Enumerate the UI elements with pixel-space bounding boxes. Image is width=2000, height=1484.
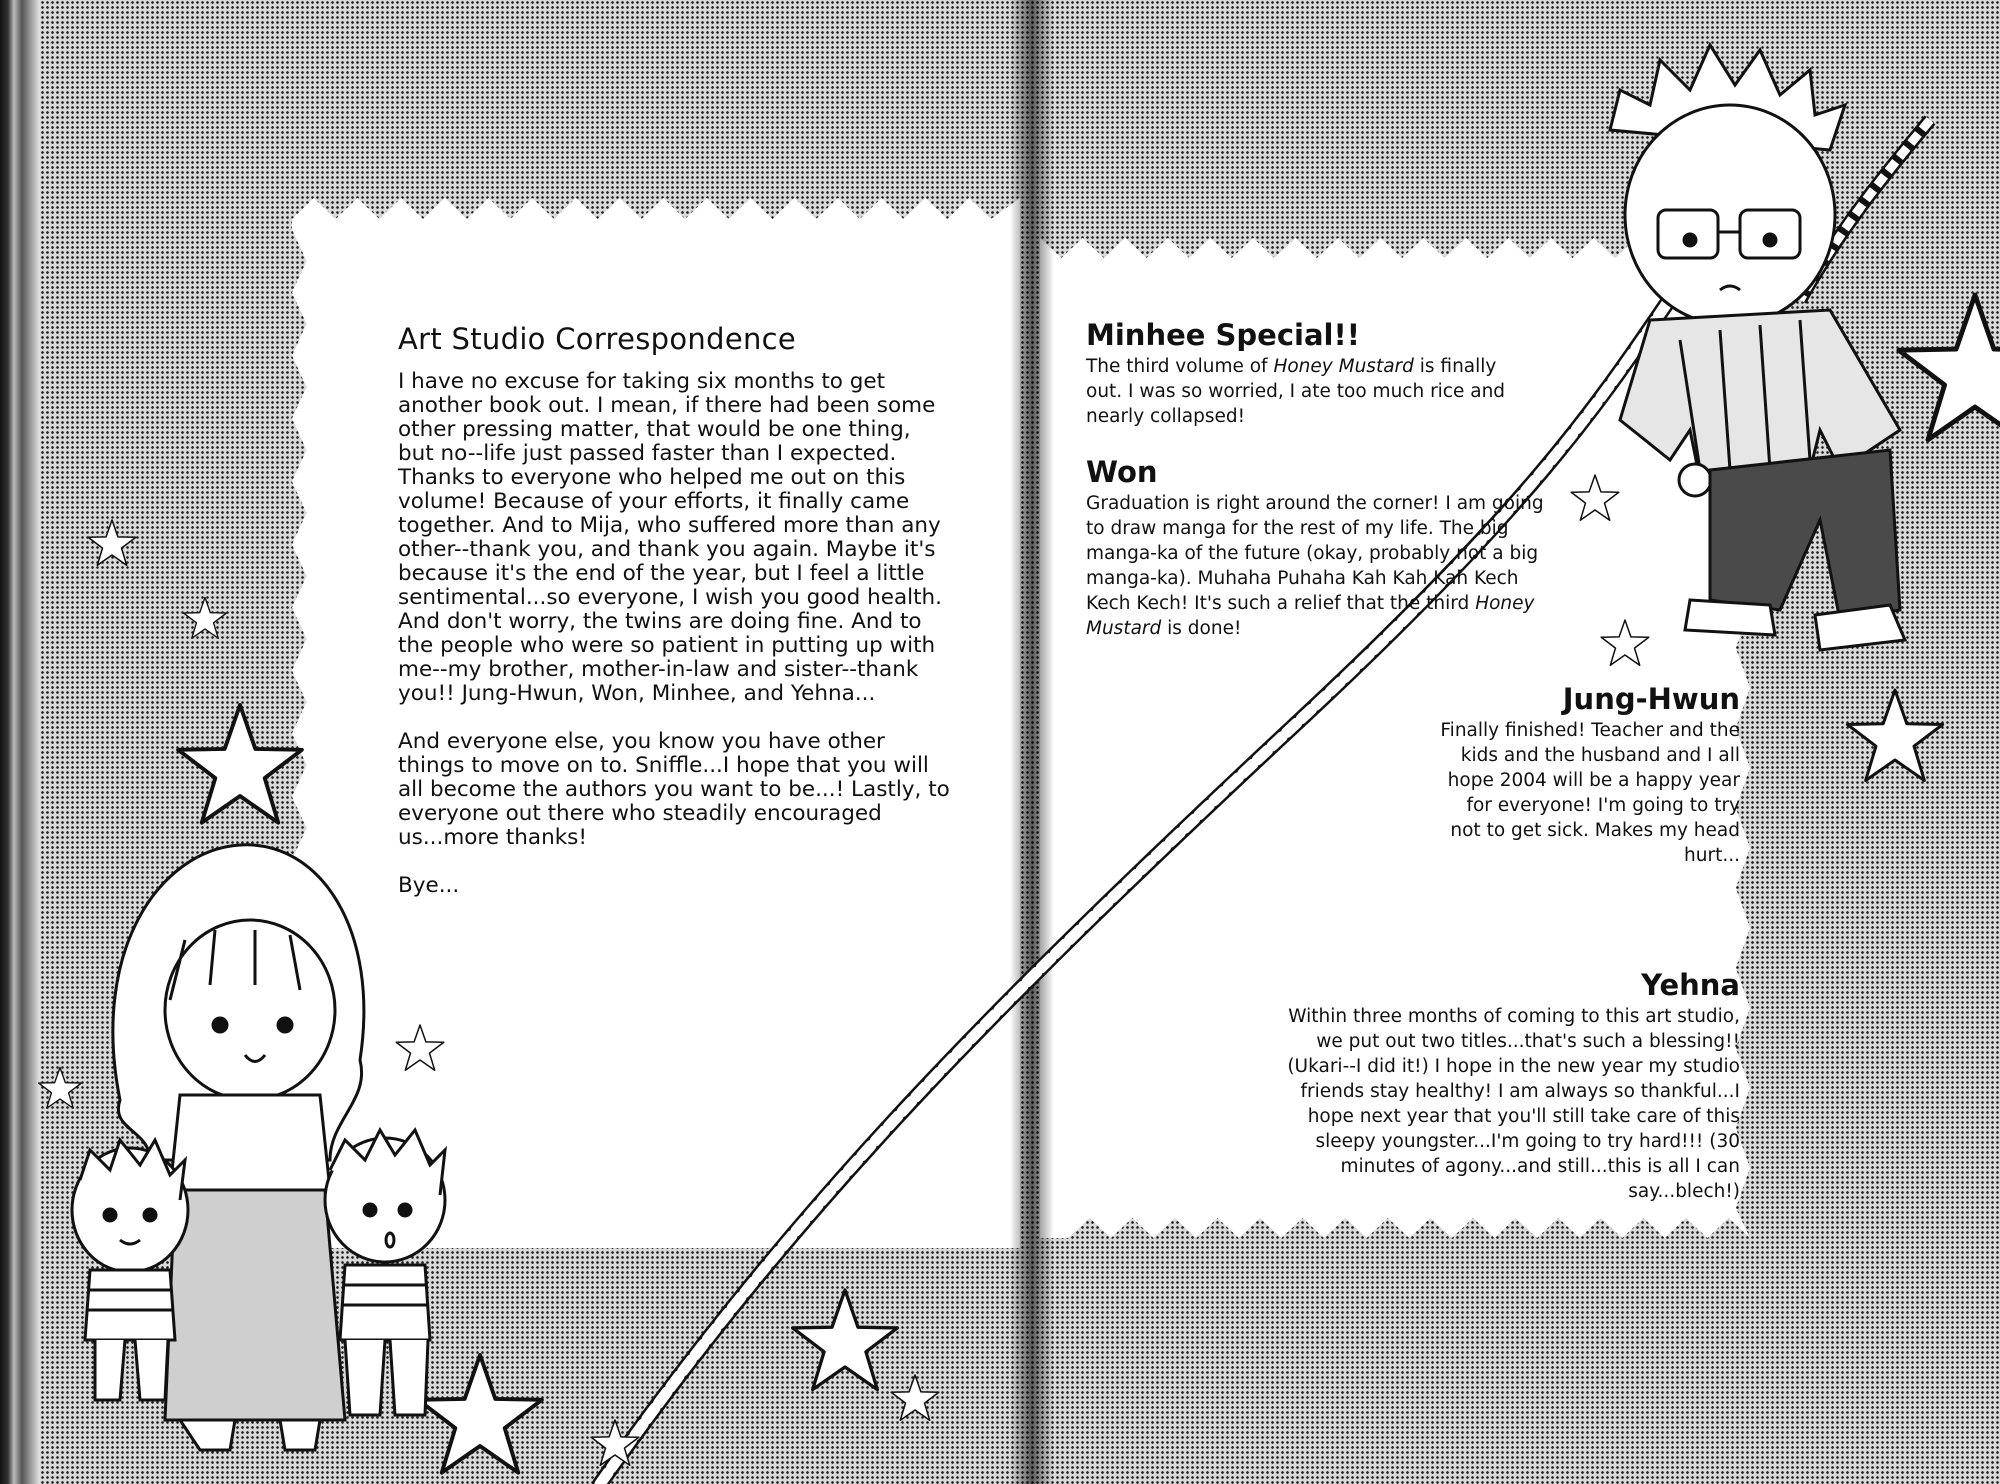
- note-text-part: Graduation is right around the corner! I am going to draw manga for the rest of my life. The big manga-ka of the future (okay, probably not a big manga-ka). Muhaha Puhaha Kah Kah Kah Kech Kech Kech! It's such a relief that the third: [1086, 493, 1544, 614]
- won-note: [1086, 455, 1566, 641]
- note-text: Finally finished! Teacher and the kids and the husband and I all hope 2004 will be a happy year for everyone! I'm going to try not to get sick. Makes my head hurt...: [1440, 720, 1740, 866]
- letter-paragraph: And everyone else, you know you have other things to move on to. Sniffle...I hope that you will all become the authors you want to be...! Lastly, to everyone out there who steadily encouraged us...more thanks!: [398, 729, 950, 850]
- page-title: Art Studio Correspondence: [398, 322, 797, 356]
- note-text: [1086, 354, 1516, 429]
- letter-signoff: Bye...: [398, 873, 460, 898]
- note-author-name: Won: [1086, 455, 1158, 489]
- junghwun-note: [1440, 682, 1740, 868]
- minhee-note: [1086, 318, 1516, 429]
- note-author-name: Jung-Hwun: [1562, 682, 1740, 716]
- letter-paragraph: I have no excuse for taking six months to get another book out. I mean, if there had been some other pressing matter, that would be one thing, but no--life just passed faster than I expected. Thanks to everyone who helped me out on this volume! Because of your efforts, it finally came together. And to Mija, who suffered more than any other--thank you, and thank you again. Maybe it's because it's the end of the year, but I feel a little sentimental...so everyone, I wish you good health. And don't worry, the twins are doing fine. And to the people who were so patient in putting up with me--my brother, mother-in-law and sister--thank you!! Jung-Hwun, Won, Minhee, and Yehna...: [398, 369, 943, 706]
- book-title-reference: Honey Mustard: [1086, 593, 1535, 639]
- note-text-part: The third volume of: [1086, 356, 1274, 377]
- note-text-part: is finally out. I was so worried, I ate too much rice and nearly collapsed!: [1086, 356, 1506, 427]
- book-title-reference: Honey Mustard: [1273, 356, 1414, 377]
- yehna-note: [1280, 968, 1740, 1204]
- note-author-name: Yehna: [1641, 968, 1740, 1002]
- note-text: Within three months of coming to this art studio, we put out two titles...that's such a blessing!! (Ukari--I did it!) I hope in the new year my studio friends stay healthy! I am always so thankful...I hope next year that you'll still take care of this sleepy youngster...I'm going to try hard!!! (30 minutes of agony...and still...this is all I can say...blech!): [1287, 1006, 1740, 1202]
- book-binding-edge: [0, 0, 40, 1484]
- note-author-name: Minhee Special!!: [1086, 318, 1360, 352]
- left-page-letter: [398, 322, 953, 898]
- note-text-part: is done!: [1161, 618, 1242, 639]
- note-text: [1086, 491, 1566, 641]
- book-gutter: [1010, 0, 1054, 1484]
